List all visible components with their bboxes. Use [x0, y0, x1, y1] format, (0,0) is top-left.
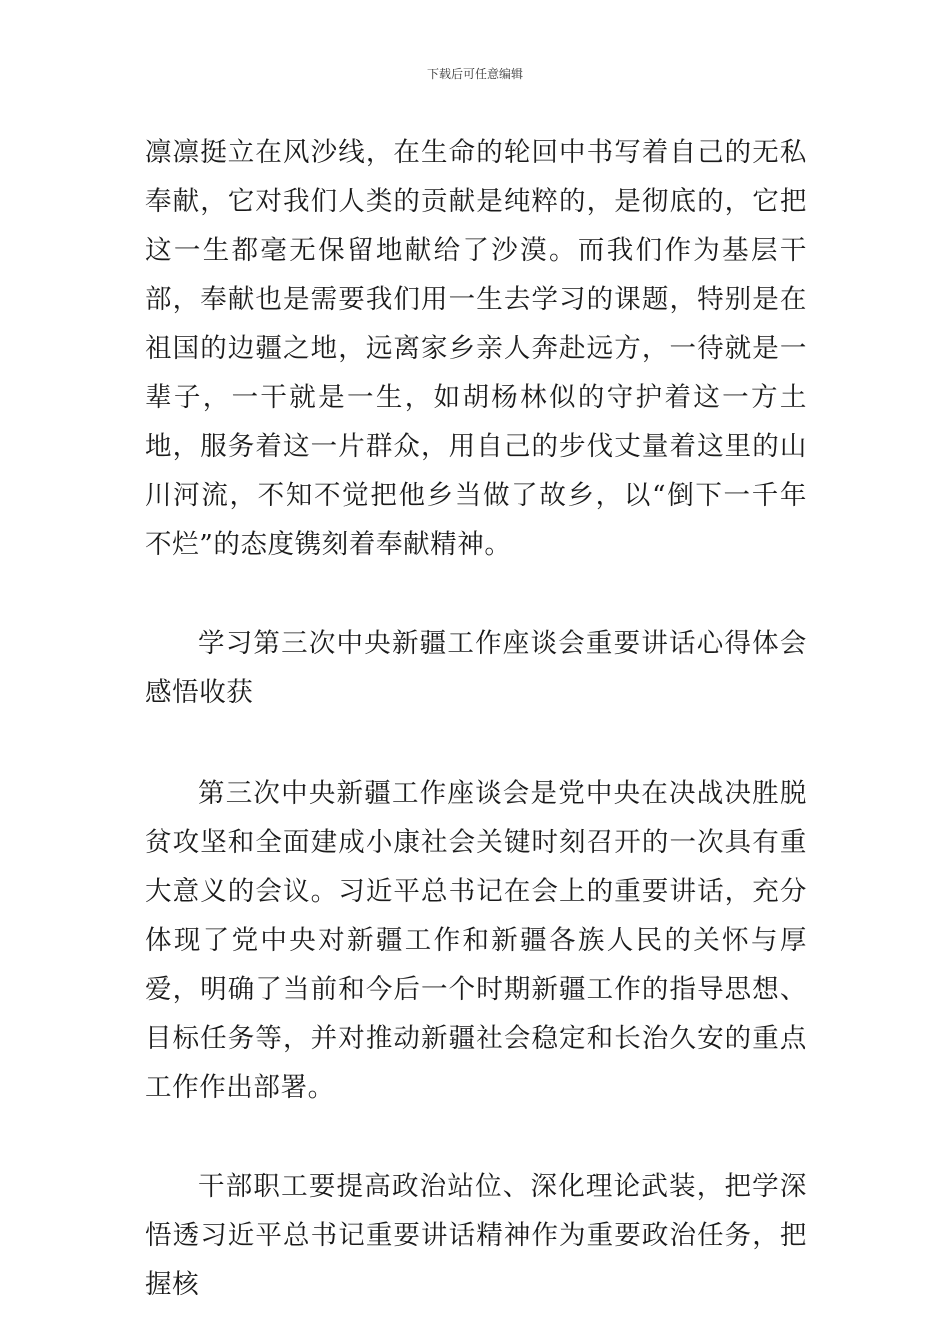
paragraph-cadres: 干部职工要提高政治站位、深化理论武装，把学深悟透习近平总书记重要讲话精神作为重要政治任务，把握核 — [145, 1171, 807, 1300]
paragraph-dedication: 凛凛挺立在风沙线，在生命的轮回中书写着自己的无私奉献，它对我们人类的贡献是纯粹的，是彻底的，它把这一生都毫无保留地献给了沙漠。而我们作为基层干部，奉献也是需要我们用一生去学习的课题，特别是在祖国的边疆之地，远离家乡亲人奔赴远方，一待就是一辈子，一干就是一生，如胡杨林似的守护着这一方土地，服务着这一片群众，用自己的步伐丈量着这里的山川河流，不知不觉把他乡当做了故乡，以“倒下一千年不烂”的态度镌刻着奉献精神。 — [145, 137, 807, 560]
page-header: 下载后可任意编辑 — [426, 67, 523, 81]
document-body — [145, 128, 807, 1309]
paragraph-conference: 第三次中央新疆工作座谈会是党中央在决战决胜脱贫攻坚和全面建成小康社会关键时刻召开的一次具有重大意义的会议。习近平总书记在会上的重要讲话，充分体现了党中央对新疆工作和新疆各族人民的关怀与厚爱，明确了当前和今后一个时期新疆工作的指导思想、目标任务等，并对推动新疆社会稳定和长治久安的重点工作作出部署。 — [145, 778, 807, 1103]
section-heading: 学习第三次中央新疆工作座谈会重要讲话心得体会感悟收获 — [145, 628, 807, 708]
